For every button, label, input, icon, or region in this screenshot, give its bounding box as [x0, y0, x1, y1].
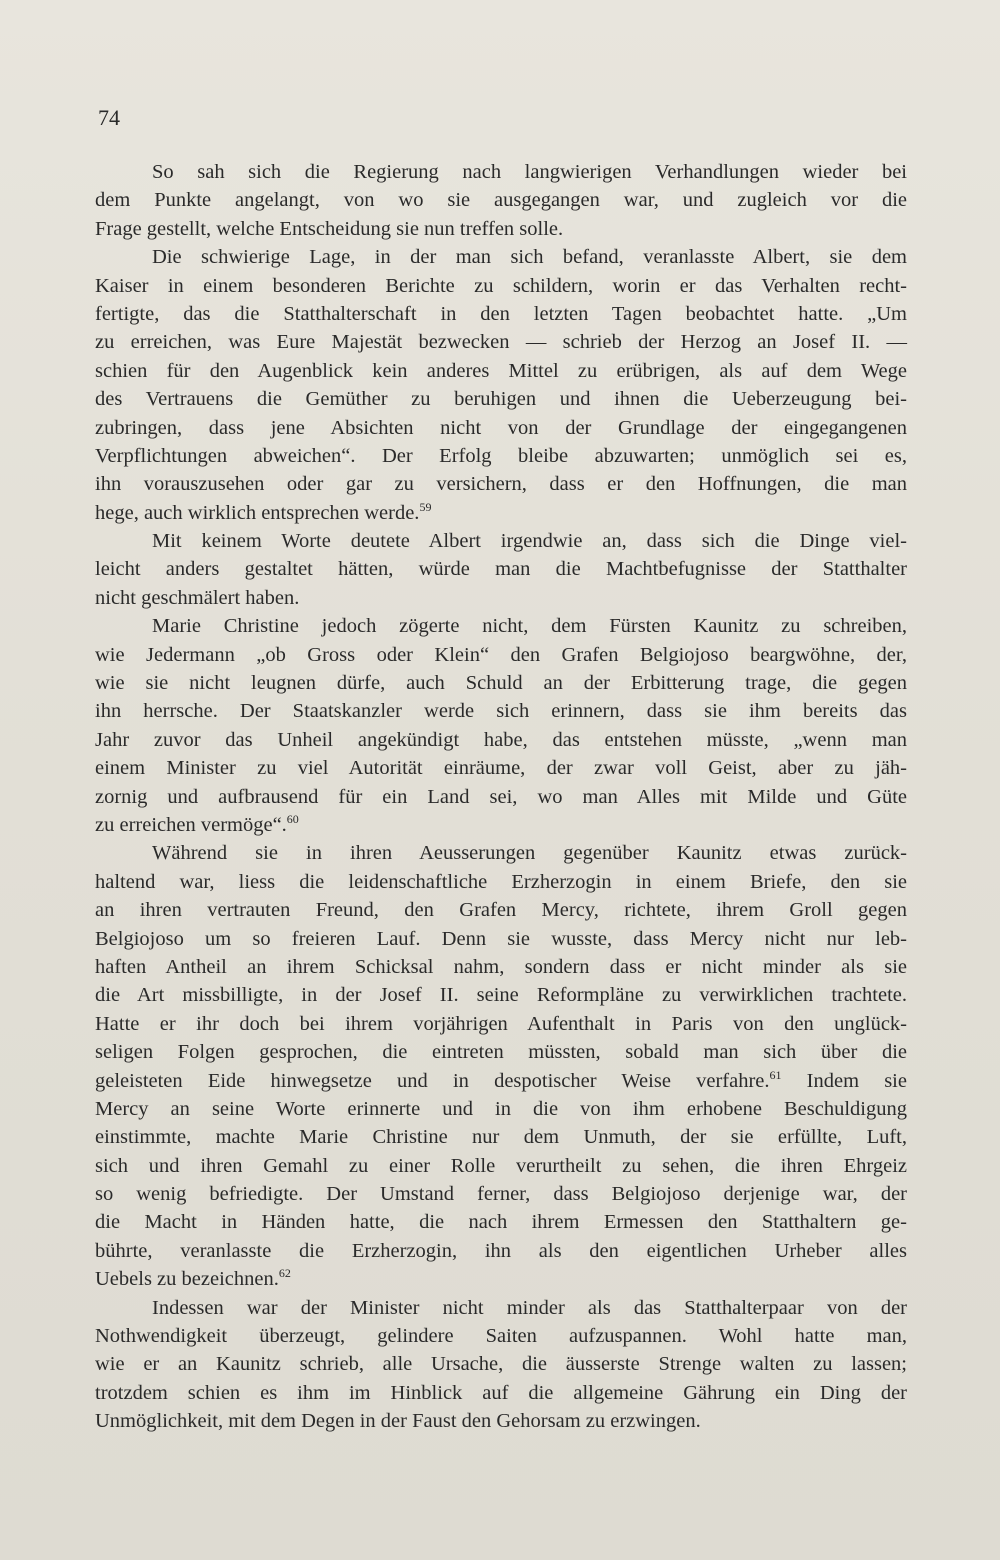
- text-line: [95, 754, 907, 782]
- line-text: haften Antheil an ihrem Schicksal nahm, sondern dass er nicht minder als sie: [95, 955, 907, 978]
- line-text: seligen Folgen gesprochen, die eintreten müssten, sobald man sich über die: [95, 1041, 907, 1064]
- text-line: [95, 1294, 907, 1322]
- text-line: [95, 414, 907, 442]
- line-text: Verpflichtungen abweichen“. Der Erfolg bleibe abzuwarten; unmöglich sei es,: [95, 444, 907, 467]
- text-line: [95, 697, 907, 725]
- line-text: zornig und aufbrausend für ein Land sei, wo man Alles mit Milde und Güte: [95, 785, 907, 808]
- line-text: wie er an Kaunitz schrieb, alle Ursache, die äusserste Strenge walten zu lassen;: [95, 1353, 907, 1376]
- line-text: nicht geschmälert haben.: [95, 586, 300, 609]
- line-text: so wenig befriedigte. Der Umstand ferner, dass Belgiojoso derjenige war, der: [95, 1183, 907, 1206]
- footnote-marker: 62: [278, 1266, 291, 1281]
- line-text: Jahr zuvor das Unheil angekündigt habe, das entstehen müsste, „wenn man: [95, 728, 907, 751]
- text-line: [95, 243, 907, 271]
- text-line: [95, 584, 907, 612]
- paragraph: [95, 158, 907, 243]
- footnote-marker: 60: [286, 812, 299, 827]
- line-text: an ihren vertrauten Freund, den Grafen Mercy, richtete, ihrem Groll gegen: [95, 899, 907, 922]
- text-line: [95, 158, 907, 186]
- line-text: schien für den Augenblick kein anderes Mittel zu erübrigen, als auf dem Wege: [95, 359, 907, 382]
- text-line: [95, 726, 907, 754]
- text-line: [95, 385, 907, 413]
- text-line: [95, 641, 907, 669]
- line-text: ihn vorauszusehen oder gar zu versichern, dass er den Hoffnungen, die man: [95, 473, 907, 496]
- text-line: [95, 953, 907, 981]
- line-text: Nothwendigkeit überzeugt, gelindere Saiten aufzuspannen. Wohl hatte man,: [95, 1325, 907, 1348]
- line-text: Unmöglichkeit, mit dem Degen in der Faust den Gehorsam zu erzwingen.: [95, 1410, 701, 1433]
- text-line: [95, 868, 907, 896]
- line-text: wie Jedermann „ob Gross oder Klein“ den Grafen Belgiojoso beargwöhne, der,: [95, 643, 907, 666]
- text-line: [95, 612, 907, 640]
- body-text: [95, 158, 907, 1436]
- paragraph: [95, 839, 907, 1293]
- text-line: [95, 328, 907, 356]
- text-line: [95, 1095, 907, 1123]
- text-line: [95, 1067, 907, 1095]
- line-text: hege, auch wirklich entsprechen werde.: [95, 501, 420, 524]
- text-line: [95, 1379, 907, 1407]
- line-text: des Vertrauens die Gemüther zu beruhigen und ihnen die Ueberzeugung bei-: [95, 388, 907, 411]
- text-line: [95, 811, 907, 839]
- line-text: leicht anders gestaltet hätten, würde man die Machtbefugnisse der Statthalter: [95, 558, 907, 581]
- line-text: ihn herrsche. Der Staatskanzler werde sich erinnern, dass sie ihm bereits das: [95, 700, 907, 723]
- line-text: Belgiojoso um so freieren Lauf. Denn sie wusste, dass Mercy nicht nur leb-: [95, 927, 907, 950]
- text-line: [95, 1237, 907, 1265]
- footnote-marker: 61: [769, 1067, 782, 1082]
- line-text: zubringen, dass jene Absichten nicht von der Grundlage der eingegangenen: [95, 416, 907, 439]
- text-line: [95, 272, 907, 300]
- line-text: einstimmte, machte Marie Christine nur dem Unmuth, der sie erfüllte, Luft,: [95, 1126, 907, 1149]
- line-text: sich und ihren Gemahl zu einer Rolle verurtheilt zu sehen, die ihren Ehrgeiz: [95, 1154, 907, 1177]
- line-text: geleisteten Eide hinwegsetze und in despotischer Weise verfahre.: [95, 1069, 770, 1092]
- text-line: [95, 1180, 907, 1208]
- text-line: [95, 300, 907, 328]
- text-line: [95, 527, 907, 555]
- text-line: [95, 896, 907, 924]
- line-text: dem Punkte angelangt, von wo sie ausgegangen war, und zugleich vor die: [95, 189, 907, 212]
- text-line: [95, 669, 907, 697]
- text-line: [95, 1123, 907, 1151]
- text-line: [95, 442, 907, 470]
- line-text: zu erreichen, was Eure Majestät bezwecken — schrieb der Herzog an Josef II. —: [95, 331, 907, 354]
- line-text: Mercy an seine Worte erinnerte und in die von ihm erhobene Beschuldigung: [95, 1097, 907, 1120]
- line-text: haltend war, liess die leidenschaftliche Erzherzogin in einem Briefe, den sie: [95, 870, 907, 893]
- text-line: [95, 215, 907, 243]
- text-line: [95, 1350, 907, 1378]
- text-line: [95, 925, 907, 953]
- line-text: fertigte, das die Statthalterschaft in den letzten Tagen beobachtet hatte. „Um: [95, 302, 907, 325]
- paragraph: [95, 612, 907, 839]
- text-line: [95, 1010, 907, 1038]
- line-text: Die schwierige Lage, in der man sich befand, veranlasste Albert, sie dem: [152, 246, 907, 269]
- line-text: Mit keinem Worte deutete Albert irgendwie an, dass sich die Dinge viel-: [152, 530, 907, 553]
- text-line: [95, 1208, 907, 1236]
- text-line: [95, 1152, 907, 1180]
- line-text: Während sie in ihren Aeusserungen gegenüber Kaunitz etwas zurück-: [152, 842, 907, 865]
- line-text: Indessen war der Minister nicht minder als das Statthalterpaar von der: [152, 1296, 907, 1319]
- line-text: Uebels zu bezeichnen.: [95, 1268, 279, 1291]
- line-text: Hatte er ihr doch bei ihrem vorjährigen Aufenthalt in Paris von den unglück-: [95, 1012, 907, 1035]
- line-text: zu erreichen vermöge“.: [95, 813, 287, 836]
- line-text: Indem sie: [781, 1069, 907, 1092]
- paragraph: [95, 527, 907, 612]
- footnote-marker: 59: [419, 499, 432, 514]
- line-text: Frage gestellt, welche Entscheidung sie nun treffen solle.: [95, 217, 564, 240]
- line-text: bührte, veranlasste die Erzherzogin, ihn als den eigentlichen Urheber alles: [95, 1239, 907, 1262]
- line-text: Kaiser in einem besonderen Berichte zu schildern, worin er das Verhalten recht-: [95, 274, 907, 297]
- line-text: wie sie nicht leugnen dürfe, auch Schuld an der Erbitterung trage, die gegen: [95, 672, 907, 695]
- text-line: [95, 499, 907, 527]
- paragraph: [95, 1294, 907, 1436]
- line-text: trotzdem schien es ihm im Hinblick auf die allgemeine Gährung ein Ding der: [95, 1381, 907, 1404]
- text-line: [95, 1407, 907, 1435]
- line-text: die Art missbilligte, in der Josef II. seine Reformpläne zu verwirklichen trachtete.: [95, 984, 907, 1007]
- text-line: [95, 783, 907, 811]
- page-number: 74: [98, 105, 120, 130]
- line-text: So sah sich die Regierung nach langwierigen Verhandlungen wieder bei: [152, 161, 907, 183]
- text-line: [95, 555, 907, 583]
- text-line: [95, 1322, 907, 1350]
- line-text: einem Minister zu viel Autorität einräume, der zwar voll Geist, aber zu jäh-: [95, 757, 907, 780]
- text-line: [95, 1265, 907, 1293]
- text-line: [95, 470, 907, 498]
- text-line: [95, 839, 907, 867]
- paragraph: [95, 243, 907, 527]
- line-text: die Macht in Händen hatte, die nach ihrem Ermessen den Statthaltern ge-: [95, 1211, 907, 1234]
- text-line: [95, 186, 907, 214]
- text-line: [95, 357, 907, 385]
- text-line: [95, 981, 907, 1009]
- line-text: Marie Christine jedoch zögerte nicht, dem Fürsten Kaunitz zu schreiben,: [152, 615, 907, 638]
- text-line: [95, 1038, 907, 1066]
